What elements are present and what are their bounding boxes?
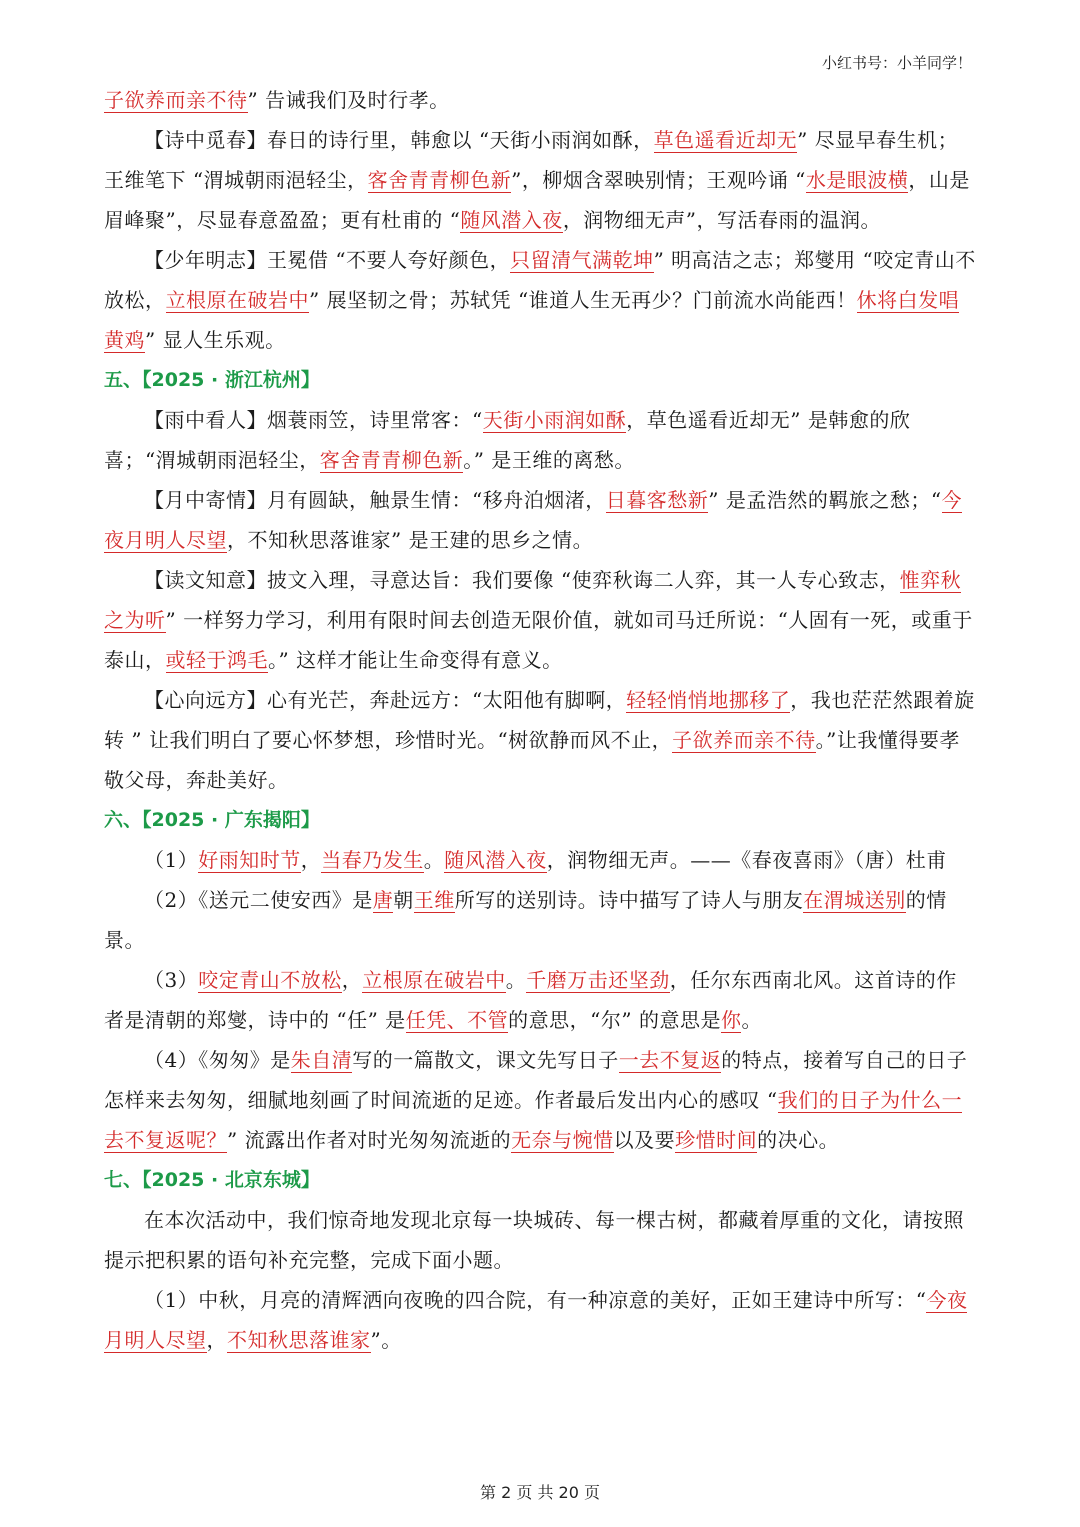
answer-text: 子欲养而亲不待 <box>104 88 248 112</box>
answer-text: 惟弈秋之为听 <box>104 568 962 632</box>
text: 在本次活动中，我们惊奇地发现北京每一块城砖、每一棵古树，都藏着厚重的文化，请按照提示把积累的语句补充完整，完成下面小题。 <box>104 1208 964 1272</box>
text: 。 <box>423 848 445 872</box>
answer-text: 随风潜入夜 <box>444 848 547 872</box>
answer-text: 休将白发唱黄鸡 <box>104 288 960 352</box>
answer-text: 日暮客愁新 <box>605 488 709 512</box>
page-number: 第 2 页 共 20 页 <box>480 1483 600 1502</box>
text: 。 <box>505 968 527 992</box>
paragraph-rain <box>104 400 977 480</box>
answer-text: 轻轻悄悄地挪移了 <box>626 688 791 712</box>
text: ，草色遥看近却无” 是韩愈的欣喜；“渭城朝雨浥轻尘， <box>104 408 911 472</box>
answer-text: 草色遥看近却无 <box>653 128 798 152</box>
text: 的决心。 <box>757 1128 840 1152</box>
text: 【少年明志】王冕借 “不要人夸好颜色， <box>144 248 511 272</box>
question-6-2 <box>104 880 977 960</box>
text: 【雨中看人】烟蓑雨笠，诗里常客：“ <box>144 408 483 432</box>
text: 的情景。 <box>104 888 947 952</box>
answer-text: 当春乃发生 <box>321 848 424 872</box>
paragraph-youth-ambition <box>104 240 977 360</box>
text: 的意思，“尔” 的意思是 <box>508 1008 721 1032</box>
answer-text: 立根原在破岩中 <box>165 288 309 312</box>
text: ” 展坚韧之骨；苏轼凭 “谁道人生无再少？门前流水尚能西！ <box>309 288 857 312</box>
answer-text: 在渭城送别 <box>803 888 906 912</box>
answer-text: 咬定青山不放松 <box>198 968 342 992</box>
answer-text: 今夜月明人尽望 <box>104 488 963 552</box>
header-note: 小红书号：小羊同学！ <box>821 54 972 72</box>
answer-text: 子欲养而亲不待 <box>672 728 816 752</box>
text: 的特点，接着写自己的日子怎样来去匆匆，细腻地刻画了时间流逝的足迹。作者最后发出内心的感叹 “ <box>104 1048 968 1112</box>
answer-text: 水是眼波横 <box>805 168 909 192</box>
text: 以及要 <box>613 1128 676 1152</box>
text: ，山是眉峰聚”，尽显春意盈盈；更有杜甫的 “ <box>104 168 970 232</box>
text: 【心向远方】心有光芒，奔赴远方：“太阳他有脚啊， <box>144 688 627 712</box>
answer-text: 任凭、不管 <box>405 1008 509 1032</box>
answer-text: 天街小雨润如酥 <box>482 408 627 432</box>
text: ”。 <box>370 1328 402 1352</box>
text: ”，柳烟含翠映别情；王观吟诵 “ <box>511 168 806 192</box>
answer-text: 只留清气满乾坤 <box>510 248 654 272</box>
content <box>104 80 977 1360</box>
text: ，不知秋思落谁家” 是王建的思乡之情。 <box>227 528 594 552</box>
answer-text: 随风潜入夜 <box>460 208 563 232</box>
text: ，任尔东西南北风。这首诗的作者是清朝的郑燮，诗中的 “任” 是 <box>104 968 957 1032</box>
paragraph-moon <box>104 480 977 560</box>
answer-text: 朱自清 <box>290 1048 353 1072</box>
answer-text: 你 <box>720 1008 742 1032</box>
answer-text: 立根原在破岩中 <box>362 968 506 992</box>
text: （2）《送元二使安西》是 <box>144 888 373 912</box>
text: 写的一篇散文，课文先写日子 <box>352 1048 619 1072</box>
text: 【读文知意】披文入理，寻意达旨：我们要像 “使弈秋诲二人弈，其一人专心致志， <box>144 568 900 592</box>
text: 朝 <box>393 888 414 912</box>
question-6-4 <box>104 1040 977 1160</box>
answer-text: 不知秋思落谁家 <box>227 1328 371 1352</box>
text: 。” 是王维的离愁。 <box>463 448 635 472</box>
answer-text: 好雨知时节 <box>198 848 301 872</box>
answer-text: 一去不复返 <box>618 1048 722 1072</box>
text: ” 流露出作者对时光匆匆流逝的 <box>227 1128 512 1152</box>
paragraph-reading <box>104 560 977 680</box>
text: ” 告诫我们及时行孝。 <box>247 88 450 112</box>
text: 。”让我懂得要孝敬父母，奔赴美好。 <box>104 728 960 792</box>
text: （1） <box>144 848 199 872</box>
answer-text: 或轻于鸿毛 <box>165 648 268 672</box>
answer-text: 无奈与惋惜 <box>511 1128 614 1152</box>
text: （4）《匆匆》是 <box>144 1048 291 1072</box>
answer-text: 今夜月明人尽望 <box>104 1288 968 1352</box>
text: ” 明高洁之志；郑燮用 “咬定青山不放松， <box>104 248 976 312</box>
paragraph-far-away <box>104 680 977 800</box>
section-heading-5: 五、【2025 · 浙江杭州】 <box>104 369 320 391</box>
paragraph-continuation <box>104 80 977 120</box>
text: （1）中秋，月亮的清辉洒向夜晚的四合院，有一种凉意的美好，正如王建诗中所写：“ <box>144 1288 927 1312</box>
text: （3） <box>144 968 199 992</box>
text: 。” 这样才能让生命变得有意义。 <box>268 648 563 672</box>
text: ， <box>206 1328 227 1352</box>
text: ， <box>300 848 322 872</box>
text: 【月中寄情】月有圆缺，触景生情：“移舟泊烟渚， <box>144 488 606 512</box>
text: ” 显人生乐观。 <box>145 328 286 352</box>
text: ，我也茫茫然跟着旋转 ” 让我们明白了要心怀梦想，珍惜时光。“树欲静而风不止， <box>104 688 975 752</box>
section-heading-7: 七、【2025 · 北京东城】 <box>104 1169 320 1191</box>
answer-text: 客舍青青柳色新 <box>319 448 464 472</box>
text: ” 尽显早春生机；王维笔下 “渭城朝雨浥轻尘， <box>104 128 959 192</box>
text: 。 <box>741 1008 762 1032</box>
text: ，润物细无声”，写活春雨的温润。 <box>562 208 882 232</box>
text: ” 是孟浩然的羁旅之愁；“ <box>708 488 942 512</box>
answer-text: 我们的日子为什么一去不复返呢？ <box>104 1088 963 1152</box>
text: 【诗中觅春】春日的诗行里，韩愈以 “天街小雨润如酥， <box>144 128 654 152</box>
section-heading-6: 六、【2025 · 广东揭阳】 <box>104 809 320 831</box>
text: ， <box>341 968 363 992</box>
question-6-3 <box>104 960 977 1040</box>
text: ，润物细无声。——《春夜喜雨》（唐）杜甫 <box>546 848 947 872</box>
question-7-1 <box>104 1280 977 1360</box>
answer-text: 王维 <box>413 888 455 912</box>
answer-text: 客舍青青柳色新 <box>367 168 512 192</box>
paragraph-beijing-intro <box>104 1200 977 1280</box>
answer-text: 唐 <box>372 888 394 912</box>
answer-text: 千磨万击还坚劲 <box>526 968 670 992</box>
text: 所写的送别诗。诗中描写了诗人与朋友 <box>454 888 804 912</box>
text: ” 一样努力学习，利用有限时间去创造无限价值，就如司马迁所说：“人固有一死，或重于泰山， <box>104 608 973 672</box>
paragraph-spring-poems <box>104 120 977 240</box>
question-6-1 <box>104 840 977 880</box>
answer-text: 珍惜时间 <box>675 1128 758 1152</box>
